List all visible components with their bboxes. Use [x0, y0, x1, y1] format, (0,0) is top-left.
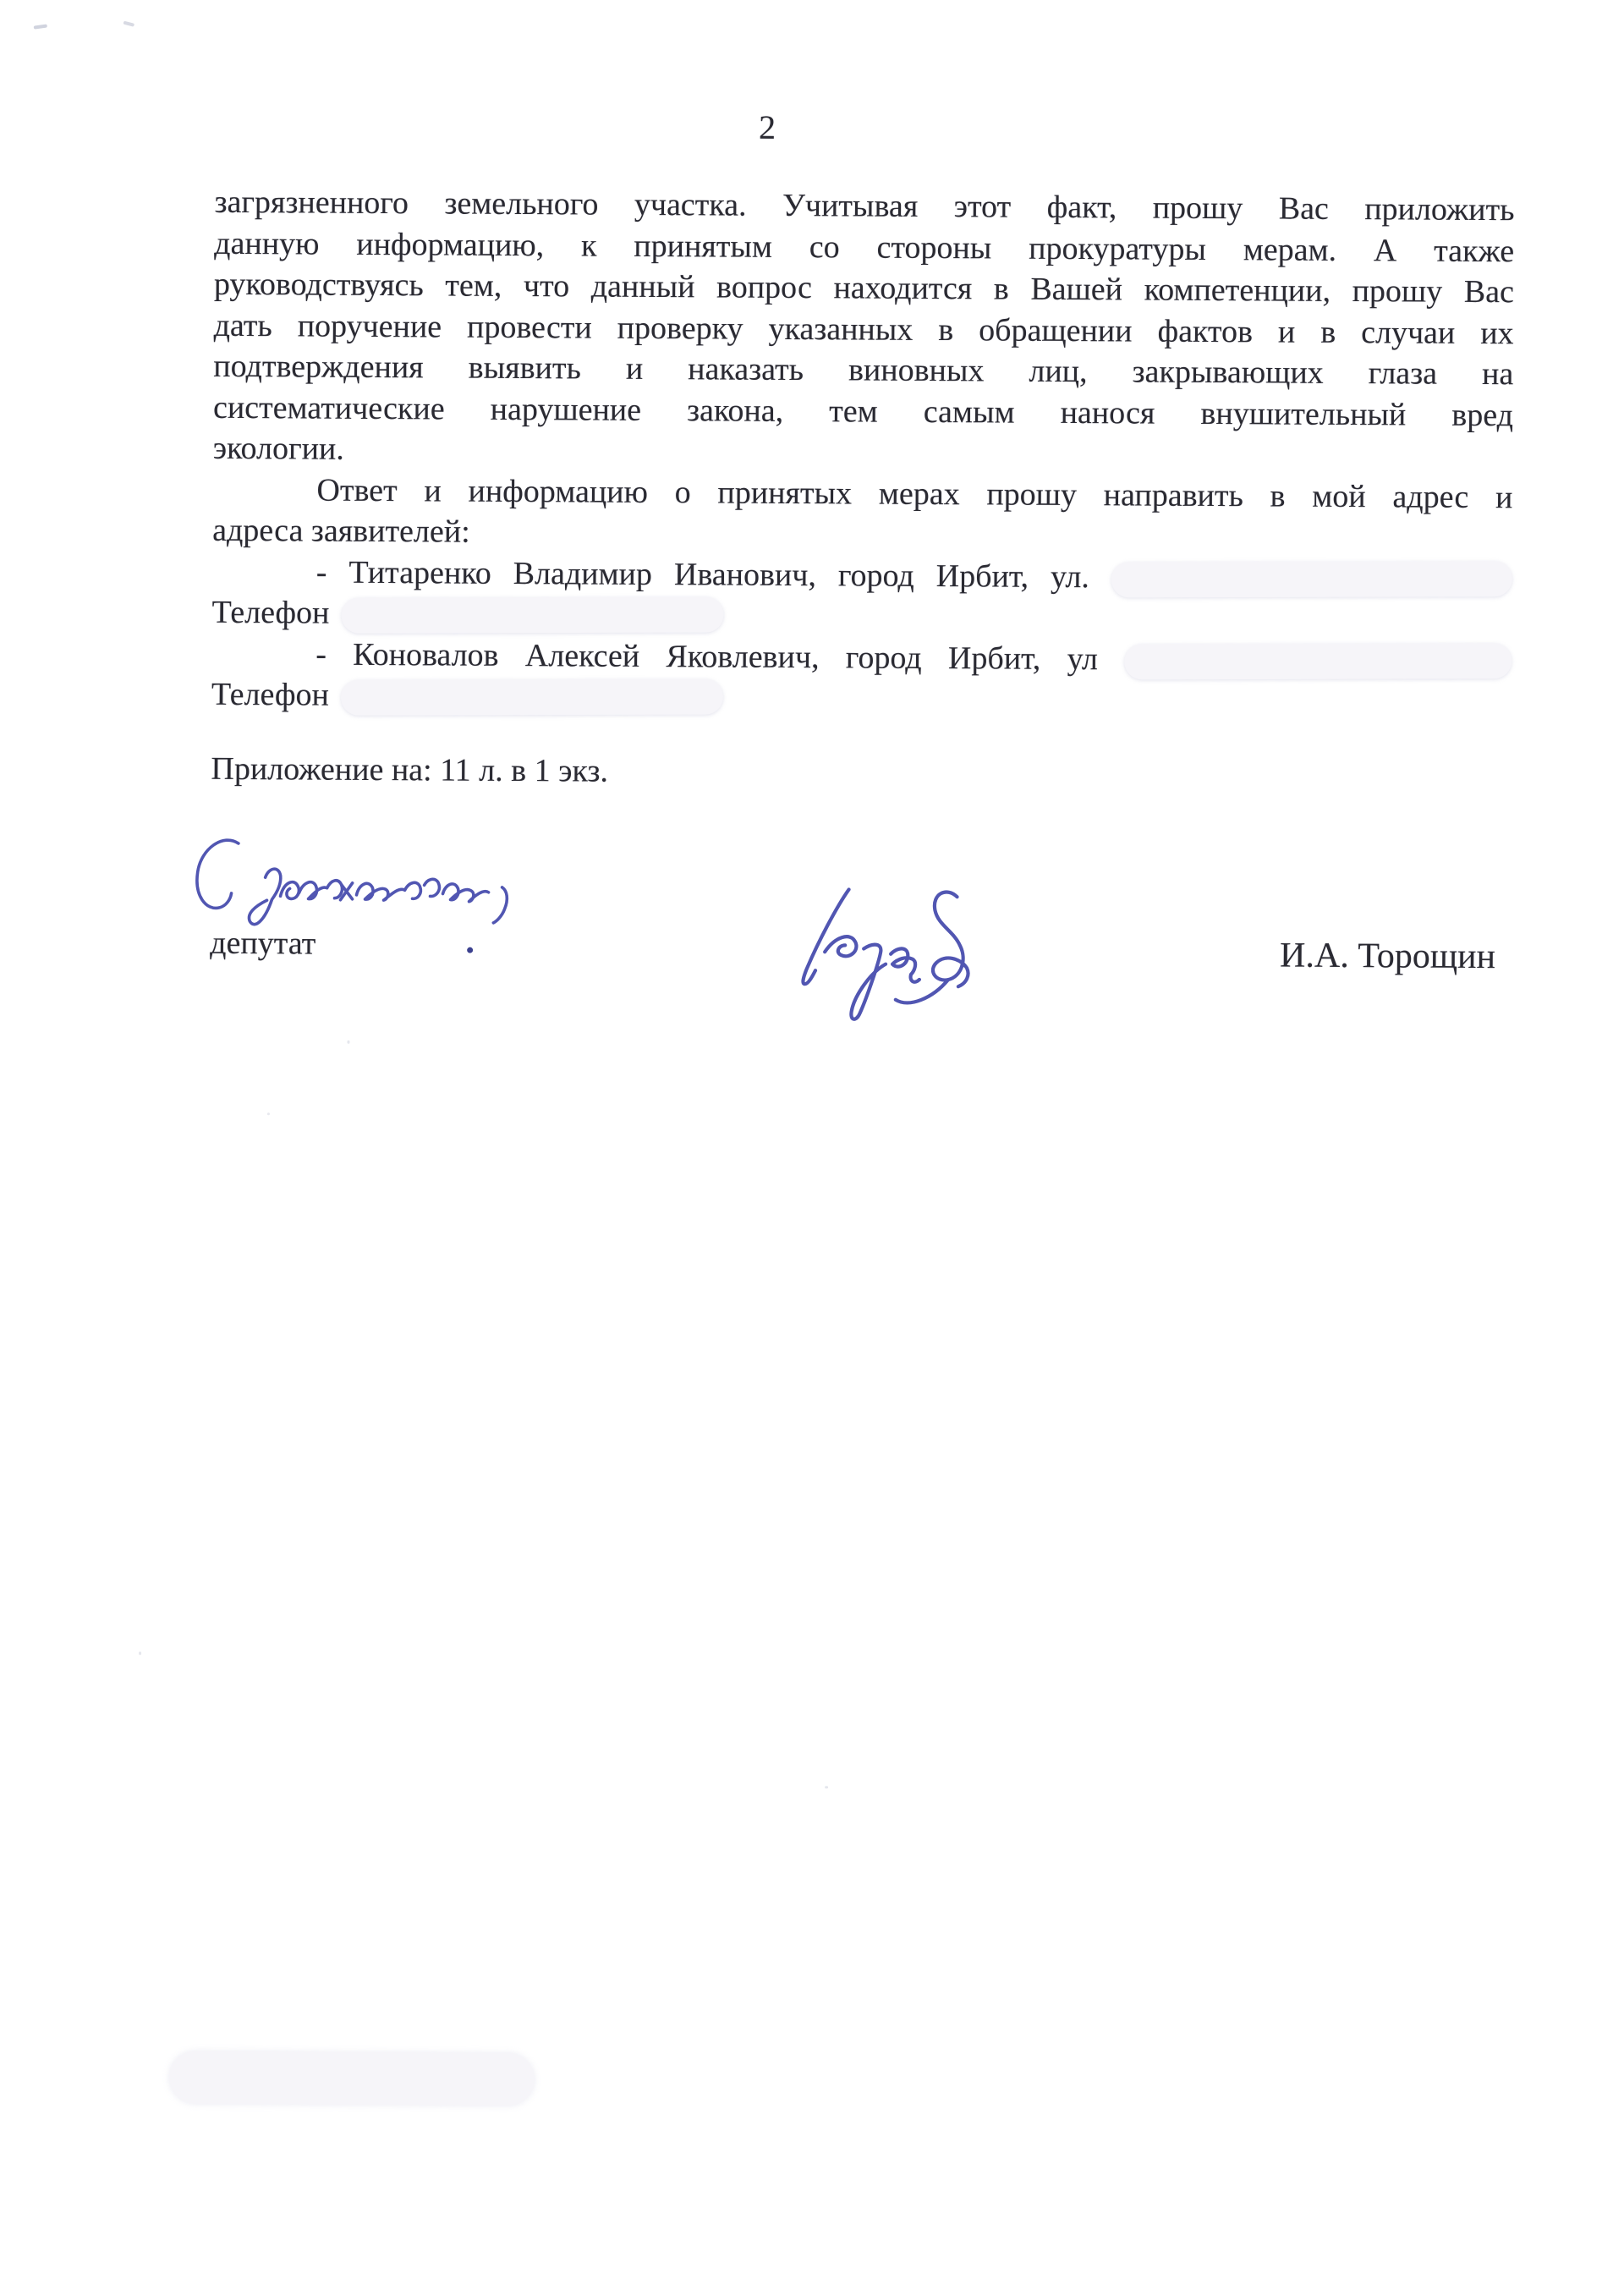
- phone-line: [211, 592, 1512, 641]
- phone-line: [211, 674, 1512, 723]
- body-line: Ответ и информацию о принятых мерах прошу направить в мой адрес и: [316, 472, 1513, 515]
- handwritten-closing: [190, 832, 529, 936]
- recipient-name: - Титаренко Владимир Иванович, город Ирбит, ул.: [315, 554, 1090, 595]
- body-line: руководствуясь тем, что данный вопрос находится в Вашей компетенции, прошу Вас: [213, 266, 1515, 310]
- page-number: 2: [758, 107, 776, 146]
- scan-speck: [825, 1786, 828, 1788]
- redaction-blob-address: [1111, 561, 1512, 597]
- scan-speck: [267, 1112, 270, 1115]
- body-line: данную информацию, к принятым со стороны прокуратуры мерам. А также: [214, 225, 1515, 269]
- redaction-blob-phone: [341, 597, 723, 634]
- body-line: подтверждения выявить и наказать виновных лиц, закрывающих глаза на: [213, 348, 1514, 393]
- body-line: дать поручение провести проверку указанных в обращении фактов и в случаи их: [213, 307, 1514, 351]
- scan-speck: [34, 25, 47, 30]
- letter-body: [211, 182, 1515, 723]
- signer-name: И.А. Торощин: [1279, 936, 1496, 977]
- body-line: систематические нарушение закона, тем самым нанося внушительный вред: [212, 389, 1514, 433]
- signer-role: депутат: [210, 925, 316, 962]
- scan-speck: [347, 1041, 349, 1044]
- recipient-name: - Коновалов Алексей Яковлевич, город Ирбит, ул: [315, 636, 1099, 677]
- attachment-note: Приложение на: 11 л. в 1 экз.: [211, 750, 609, 789]
- redaction-blob-address: [1124, 643, 1512, 679]
- body-line: адреса заявителей:: [212, 512, 470, 550]
- scan-speck: [139, 1651, 141, 1655]
- body-line: загрязненного земельного участка. Учитывая этот факт, прошу Вас приложить: [214, 184, 1515, 228]
- scan-speck: [123, 21, 135, 27]
- scan-smudge-bar: [169, 2051, 535, 2106]
- ink-dot: [467, 947, 473, 953]
- body-line: экологии.: [212, 430, 344, 467]
- signature: [789, 872, 1027, 1030]
- redaction-blob-phone: [341, 679, 723, 716]
- phone-label: Телефон: [211, 676, 330, 713]
- phone-label: Телефон: [211, 594, 330, 631]
